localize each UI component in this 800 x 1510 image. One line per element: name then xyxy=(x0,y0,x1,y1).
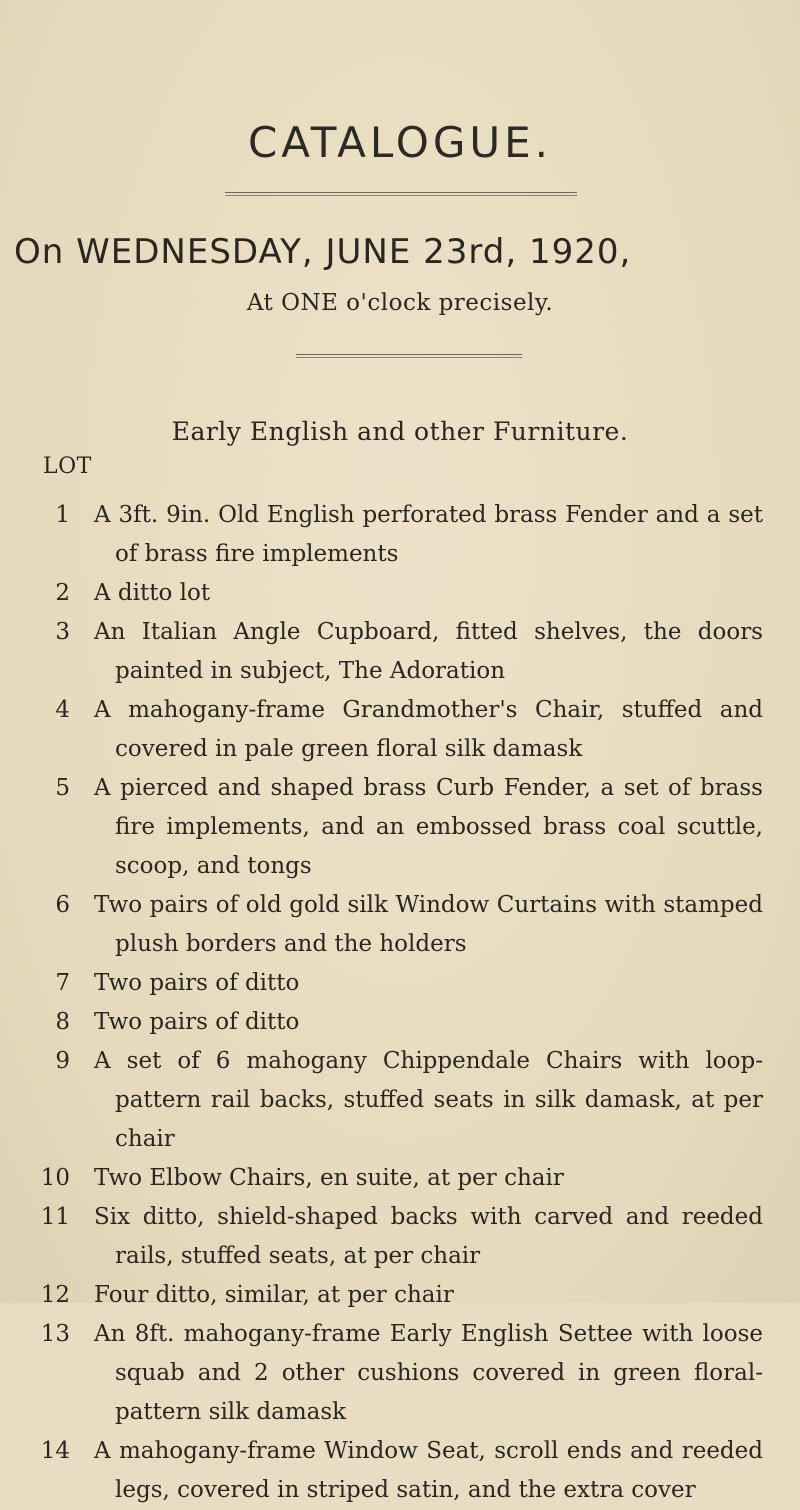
lot-column-label: LOT xyxy=(43,454,92,479)
lot-description: An Italian Angle Cupboard, fitted shelves, the doors painted in subject, The Adoration xyxy=(94,619,763,684)
sale-date: On WEDNESDAY, JUNE 23rd, 1920, xyxy=(14,232,632,272)
lot-item xyxy=(0,574,800,613)
lot-item xyxy=(0,769,800,886)
lot-description: A set of 6 mahogany Chippendale Chairs with loop-pattern rail backs, stuffed seats in silk damask, at per chair xyxy=(94,1048,763,1152)
lot-number: 5 xyxy=(55,775,70,801)
lot-number: 11 xyxy=(40,1204,70,1230)
lot-number: 10 xyxy=(40,1165,70,1191)
lot-item xyxy=(0,1315,800,1432)
lot-number: 2 xyxy=(55,580,70,606)
lot-description: An 8ft. mahogany-frame Early English Settee with loose squab and 2 other cushions covered in green floral-pattern silk damask xyxy=(94,1321,763,1425)
lot-number: 14 xyxy=(40,1438,70,1464)
title-divider xyxy=(225,192,577,196)
lot-item xyxy=(0,1432,800,1510)
lot-description: Six ditto, shield-shaped backs with carved and reeded rails, stuffed seats, at per chair xyxy=(94,1204,763,1269)
lot-number: 8 xyxy=(55,1009,70,1035)
lot-description: A mahogany-frame Grandmother's Chair, stuffed and covered in pale green floral silk damask xyxy=(94,697,763,762)
page-title: CATALOGUE. xyxy=(247,118,553,167)
lot-number: 3 xyxy=(55,619,70,645)
lot-item xyxy=(0,496,800,574)
lot-description: A mahogany-frame Window Seat, scroll ends and reeded legs, covered in striped satin, and the extra cover xyxy=(94,1438,763,1503)
lot-description: Two Elbow Chairs, en suite, at per chair xyxy=(94,1165,564,1191)
lot-number: 7 xyxy=(55,970,70,996)
time-divider xyxy=(296,354,522,358)
lot-number: 6 xyxy=(55,892,70,918)
lot-description: Four ditto, similar, at per chair xyxy=(94,1282,454,1308)
lot-item xyxy=(0,964,800,1003)
sale-time: At ONE o'clock precisely. xyxy=(246,290,554,316)
section-heading: Early English and other Furniture. xyxy=(171,417,629,446)
lot-number: 13 xyxy=(40,1321,70,1347)
lot-description: Two pairs of ditto xyxy=(94,1009,300,1035)
lot-list xyxy=(0,496,800,1510)
lot-number: 4 xyxy=(55,697,70,723)
lot-number: 9 xyxy=(55,1048,70,1074)
lot-item xyxy=(0,1276,800,1315)
lot-item xyxy=(0,1003,800,1042)
lot-item xyxy=(0,1198,800,1276)
lot-item xyxy=(0,613,800,691)
lot-description: A ditto lot xyxy=(94,580,211,606)
lot-description: A 3ft. 9in. Old English perforated brass Fender and a set of brass fire implements xyxy=(94,502,763,567)
lot-item xyxy=(0,1042,800,1159)
lot-description: A pierced and shaped brass Curb Fender, a set of brass fire implements, and an embossed brass coal scuttle, scoop, and tongs xyxy=(94,775,763,879)
lot-item xyxy=(0,691,800,769)
lot-description: Two pairs of ditto xyxy=(94,970,300,996)
lot-item xyxy=(0,886,800,964)
lot-item xyxy=(0,1159,800,1198)
lot-number: 1 xyxy=(55,502,70,528)
lot-description: Two pairs of old gold silk Window Curtains with stamped plush borders and the holders xyxy=(94,892,763,957)
lot-number: 12 xyxy=(40,1282,70,1308)
